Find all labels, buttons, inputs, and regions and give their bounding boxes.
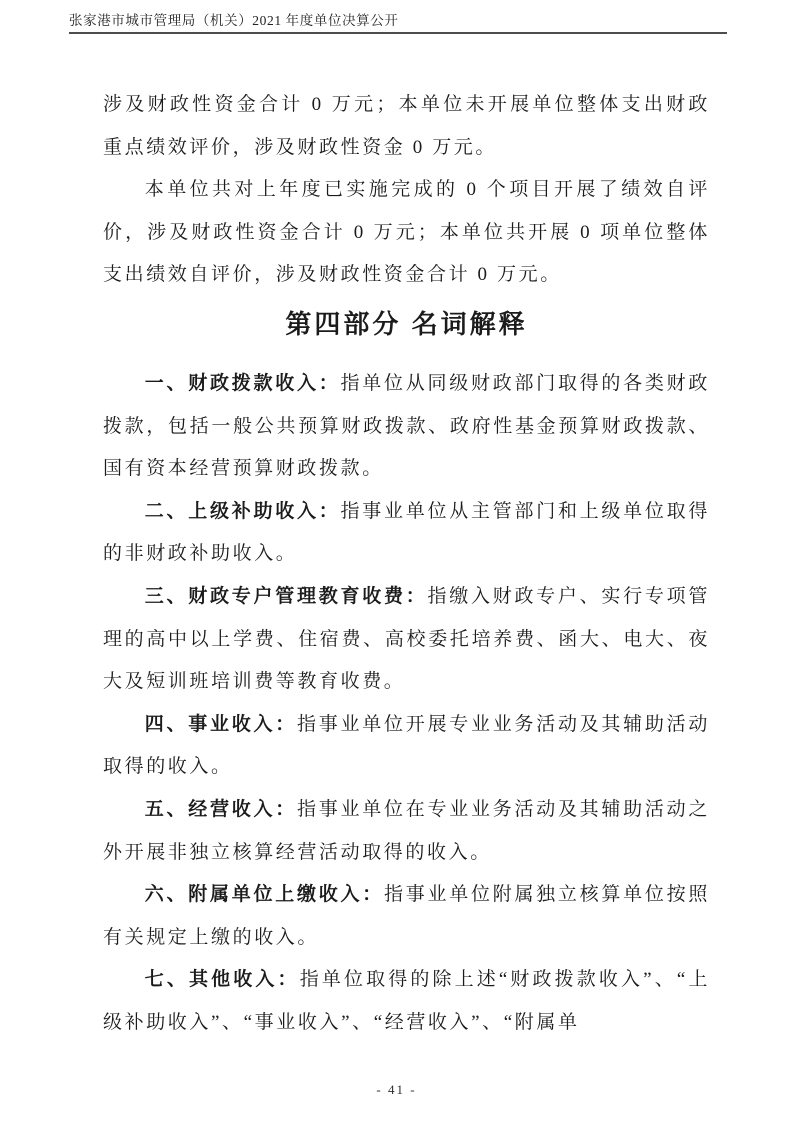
- term-item-7: [103, 959, 710, 1044]
- term-definition-5: 指事业单位在专业业务活动及其辅助活动之外开展非独立核算经营活动取得的收入。: [103, 798, 711, 863]
- term-item-1: [103, 363, 710, 491]
- term-name-4: 四、事业收入：: [144, 713, 298, 735]
- term-name-2: 二、上级补助收入：: [144, 500, 341, 522]
- term-name-7: 七、其他收入：: [144, 969, 300, 991]
- page-number: - 41 -: [376, 1082, 417, 1097]
- term-name-3: 三、财政专户管理教育收费：: [144, 585, 428, 607]
- page-footer: [0, 1082, 793, 1098]
- header-rule: [69, 32, 727, 34]
- term-definition-3: 指缴入财政专户、实行专项管理的高中以上学费、住宿费、高校委托培养费、函大、电大、夜大及短训班培训费等教育收费。: [103, 585, 710, 693]
- term-definition-2: 指事业单位从主管部门和上级单位取得的非财政补助收入。: [103, 500, 711, 565]
- term-name-1: 一、财政拨款收入：: [144, 372, 341, 394]
- term-item-2: [103, 491, 710, 576]
- term-name-5: 五、经营收入：: [144, 798, 298, 820]
- term-item-6: [103, 874, 710, 959]
- term-definition-4: 指事业单位开展专业业务活动及其辅助活动取得的收入。: [103, 713, 711, 778]
- term-item-5: [103, 789, 710, 874]
- term-definition-7: 指单位取得的除上述“财政拨款收入”、“上级补助收入”、“事业收入”、“经营收入”、“附属单: [103, 969, 710, 1033]
- paragraph-self-evaluation: 本单位共对上年度已实施完成的 0 个项目开展了绩效自评价，涉及财政性资金合计 0 万元；本单位共开展 0 项单位整体支出绩效自评价，涉及财政性资金合计 0 万元。: [103, 179, 710, 286]
- section-heading: 第四部分 名词解释: [285, 308, 528, 339]
- header-title: 张家港市城市管理局（机关）2021 年度单位决算公开: [69, 13, 399, 28]
- term-item-4: [103, 704, 710, 789]
- term-definition-1: 指单位从同级财政部门取得的各类财政拨款，包括一般公共预算财政拨款、政府性基金预算财政拨款、国有资本经营预算财政拨款。: [103, 372, 711, 480]
- document-body: [103, 84, 710, 1044]
- term-name-6: 六、附属单位上缴收入：: [144, 884, 384, 906]
- page-header: [69, 12, 727, 34]
- term-definition-6: 指事业单位附属独立核算单位按照有关规定上缴的收入。: [103, 884, 710, 948]
- paragraph-performance-evaluation: 涉及财政性资金合计 0 万元；本单位未开展单位整体支出财政重点绩效评价，涉及财政性资金 0 万元。: [103, 94, 710, 158]
- term-item-3: [103, 576, 710, 704]
